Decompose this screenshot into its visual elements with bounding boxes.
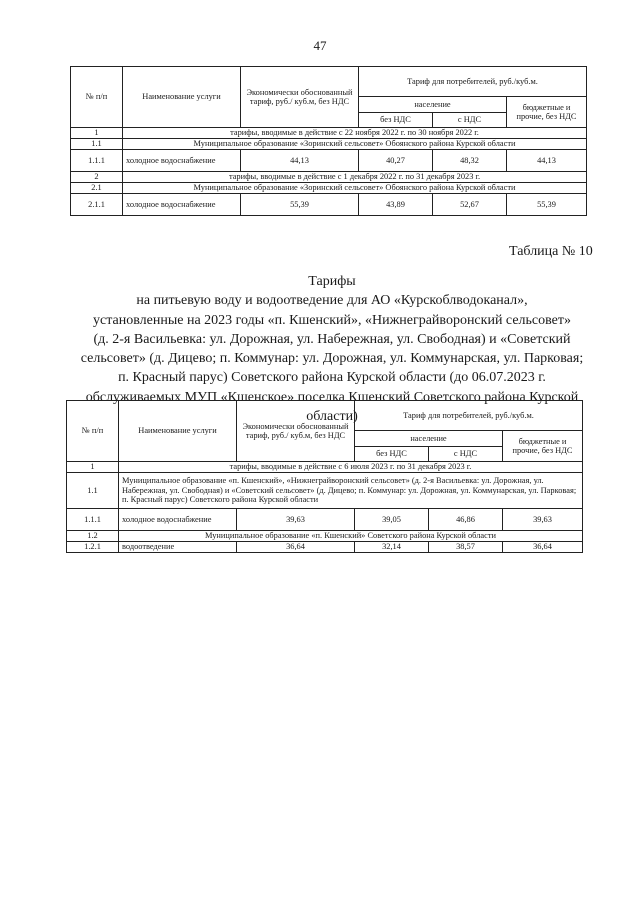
economic-tariff-value: 44,13 — [241, 150, 359, 172]
tariff-without-vat-value: 43,89 — [359, 194, 433, 216]
table-section-row — [71, 183, 587, 194]
section-title: тарифы, вводимые в действие с 22 ноября 2022 г. по 30 ноября 2022 г. — [123, 128, 587, 139]
title-line: Тарифы — [308, 274, 356, 289]
row-number: 1.1.1 — [67, 509, 119, 531]
section-title: Муниципальное образование «п. Кшенский» Советского района Курской области — [119, 531, 583, 542]
economic-tariff-value: 55,39 — [241, 194, 359, 216]
row-number: 1.2 — [67, 531, 119, 542]
header-service-name: Наименование услуги — [119, 401, 237, 462]
title-line: области) — [306, 409, 358, 425]
section-title: тарифы, вводимые в действие с 6 июля 2023 г. по 31 декабря 2023 г. — [119, 462, 583, 473]
tariff-without-vat-value: 40,27 — [359, 150, 433, 172]
header-economic-tariff: Экономически обоснованный тариф, руб./ куб.м, без НДС — [237, 401, 355, 462]
economic-tariff-value: 36,64 — [237, 542, 355, 553]
table-section-row — [67, 531, 583, 542]
service-name: холодное водоснабжение — [123, 150, 241, 172]
budget-tariff-value: 55,39 — [507, 194, 587, 216]
header-budget: бюджетные и прочие, без НДС — [507, 97, 587, 128]
tariff-table-1 — [70, 66, 587, 216]
service-name: холодное водоснабжение — [119, 509, 237, 531]
tariff-with-vat-value: 38,57 — [429, 542, 503, 553]
row-number: 1 — [71, 128, 123, 139]
table-caption: Таблица № 10 — [509, 244, 593, 259]
title-line: сельсовет» (д. Дицево; п. Коммунар: ул. Дорожная, ул. Коммунарская, ул. Парковая; — [80, 351, 584, 367]
section-title: Муниципальное образование «п. Кшенский», «Нижнеграйворонский сельсовет» (д. 2-я Васильевка: ул. Дорожная, ул. Набережная, ул. Свободная) и «Советский сельсовет» (д. Дицево; п. Коммунар: ул. Дорожная, ул. Коммунарская, ул. Парковая; п. Красный парус) Советского района Курской области — [119, 473, 583, 509]
table-section-row — [71, 139, 587, 150]
header-num: № п/п — [71, 67, 123, 128]
table-section-row — [71, 128, 587, 139]
header-num: № п/п — [67, 401, 119, 462]
table-2-body — [67, 462, 583, 553]
tariff-without-vat-value: 39,05 — [355, 509, 429, 531]
page-number: 47 — [313, 38, 327, 53]
tariff-table-2 — [66, 400, 583, 553]
section-title: Муниципальное образование «Зоринский сельсовет» Обоянского района Курской области — [123, 183, 587, 194]
header-with-vat: с НДС — [433, 113, 507, 128]
row-number: 2.1 — [71, 183, 123, 194]
header-with-vat: с НДС — [429, 447, 503, 462]
header-service-name: Наименование услуги — [123, 67, 241, 128]
table-section-row — [71, 172, 587, 183]
title-line: п. Красный парус) Советского района Курской области (до 06.07.2023 г. — [118, 370, 546, 386]
budget-tariff-value: 39,63 — [503, 509, 583, 531]
tariff-with-vat-value: 48,32 — [433, 150, 507, 172]
header-population: население — [355, 431, 503, 447]
title-line: установленные на 2023 годы «п. Кшенский», «Нижнеграйворонский сельсовет» — [93, 312, 571, 328]
row-number: 2.1.1 — [71, 194, 123, 216]
row-number: 1 — [67, 462, 119, 473]
header-consumer-tariff: Тариф для потребителей, руб./куб.м. — [355, 401, 583, 431]
row-number: 1.1 — [71, 139, 123, 150]
header-without-vat: без НДС — [355, 447, 429, 462]
header-economic-tariff: Экономически обоснованный тариф, руб./ куб.м, без НДС — [241, 67, 359, 128]
table-section-row — [67, 462, 583, 473]
title-line: (д. 2-я Васильевка: ул. Дорожная, ул. Набережная, ул. Свободная) и «Советский — [93, 331, 571, 347]
row-number: 1.2.1 — [67, 542, 119, 553]
table-row — [67, 509, 583, 531]
header-without-vat: без НДС — [359, 113, 433, 128]
row-number: 1.1.1 — [71, 150, 123, 172]
section-title: тарифы, вводимые в действие с 1 декабря 2022 г. по 31 декабря 2023 г. — [123, 172, 587, 183]
table-row — [67, 542, 583, 553]
row-number: 1.1 — [67, 473, 119, 509]
header-budget: бюджетные и прочие, без НДС — [503, 431, 583, 462]
budget-tariff-value: 36,64 — [503, 542, 583, 553]
tariff-without-vat-value: 32,14 — [355, 542, 429, 553]
row-number: 2 — [71, 172, 123, 183]
header-consumer-tariff: Тариф для потребителей, руб./куб.м. — [359, 67, 587, 97]
title-line: на питьевую воду и водоотведение для АО «Курскоблводоканал», — [136, 293, 528, 309]
table-section-row — [67, 473, 583, 509]
economic-tariff-value: 39,63 — [237, 509, 355, 531]
header-population: население — [359, 97, 507, 113]
budget-tariff-value: 44,13 — [507, 150, 587, 172]
tariff-with-vat-value: 52,67 — [433, 194, 507, 216]
table-row — [71, 194, 587, 216]
service-name: холодное водоснабжение — [123, 194, 241, 216]
service-name: водоотведение — [119, 542, 237, 553]
title-line: обслуживаемых МУП «Кшенское» поселка Кшенский Советского района Курской — [85, 389, 579, 405]
table-1-body — [71, 128, 587, 216]
section-title: Муниципальное образование «Зоринский сельсовет» Обоянского района Курской области — [123, 139, 587, 150]
tariff-with-vat-value: 46,86 — [429, 509, 503, 531]
table-row — [71, 150, 587, 172]
